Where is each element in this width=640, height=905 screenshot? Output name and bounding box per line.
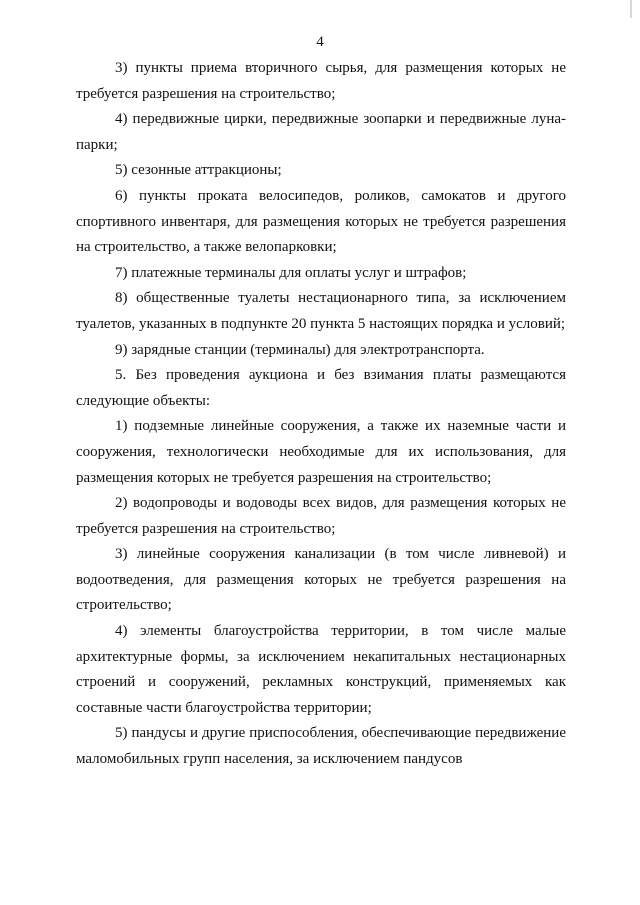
page-number: 4 <box>316 34 324 50</box>
paragraph-item-6-rental: 6) пункты проката велосипедов, роликов, самокатов и другого спортивного инвентаря, для размещения которых не требуется разрешения на строительство, а также велопарковки; <box>76 187 566 256</box>
document-body <box>76 56 566 773</box>
paragraph-item-3-sewer: 3) линейные сооружения канализации (в том числе ливневой) и водоотведения, для размещения которых не требуется разрешения на строительство; <box>76 546 566 614</box>
paragraph-item-8-toilets: 8) общественные туалеты нестационарного типа, за исключением туалетов, указанных в подпункте 20 пункта 5 настоящих порядка и условий; <box>76 290 566 332</box>
scan-artifact <box>630 0 632 18</box>
paragraph-item-5-ramps: 5) пандусы и другие приспособления, обеспечивающие передвижение маломобильных групп населения, за исключением пандусов <box>76 725 566 768</box>
paragraph-section-5-heading: 5. Без проведения аукциона и без взимания платы размещаются следующие объекты: <box>76 367 566 409</box>
paragraph-item-9-charging: 9) зарядные станции (терминалы) для электротранспорта. <box>115 341 485 358</box>
paragraph-item-1-underground: 1) подземные линейные сооружения, а также их наземные части и сооружения, технологически необходимые для их использования, для размещения которых не требуется разрешения на строительство; <box>76 418 566 486</box>
paragraph-item-5-attractions: 5) сезонные аттракционы; <box>115 162 282 179</box>
paragraph-item-3-recycling: 3) пункты приема вторичного сырья, для размещения которых не требуется разрешения на строительство; <box>76 60 566 102</box>
paragraph-item-7-terminals: 7) платежные терминалы для оплаты услуг и штрафов; <box>115 264 467 281</box>
paragraph-item-4-landscaping: 4) элементы благоустройства территории, в том числе малые архитектурные формы, за исключением некапитальных нестационарных строений и сооружений, рекламных конструкций, применяемых как составные части благоустройства территории; <box>76 623 566 716</box>
paragraph-item-2-water: 2) водопроводы и водоводы всех видов, для размещения которых не требуется разрешения на строительство; <box>76 495 566 537</box>
paragraph-item-4-circus: 4) передвижные цирки, передвижные зоопарки и передвижные луна-парки; <box>76 111 566 153</box>
